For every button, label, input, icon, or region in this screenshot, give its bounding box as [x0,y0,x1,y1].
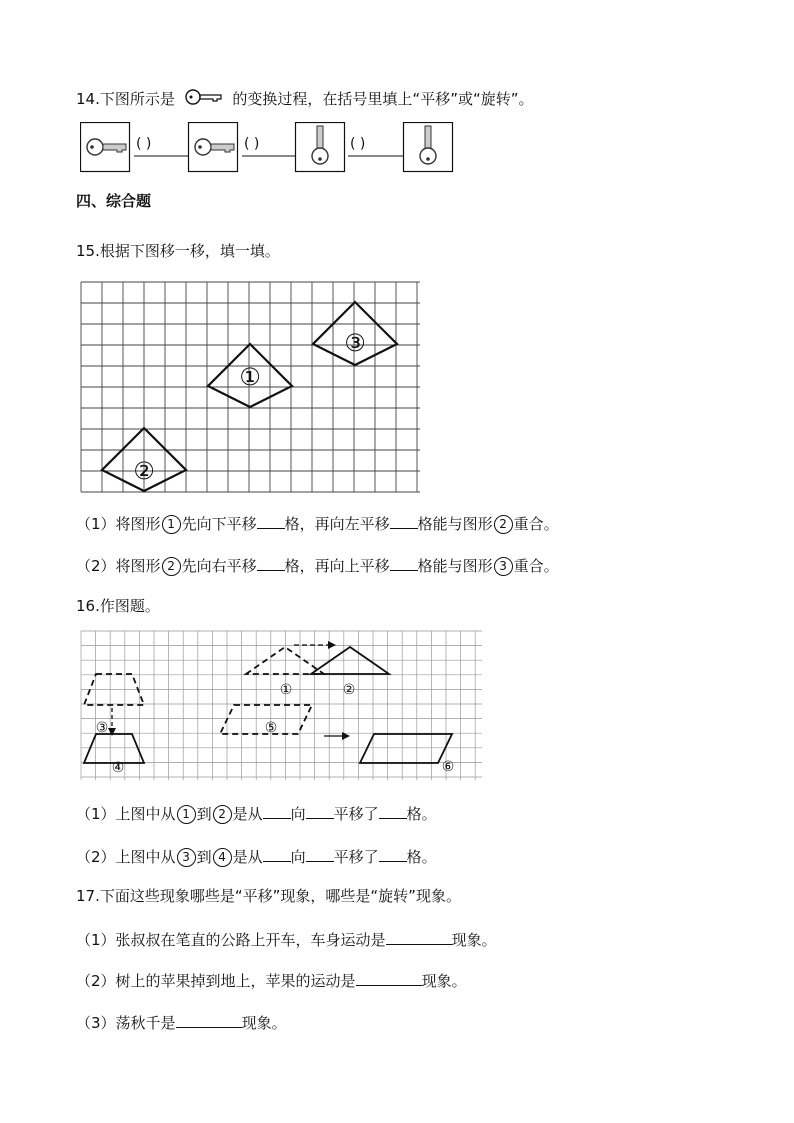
q14-paren-1: ( ) [136,136,152,152]
q15-title: 15.根据下图移一移，填一填。 [76,242,280,260]
q16-title: 16.作图题。 [76,597,160,615]
item-text: 荡秋千是 [115,1014,176,1032]
item-text: 格，再向左平移 [284,515,390,533]
circled-number: 4 [213,848,232,867]
answer-blank[interactable] [306,802,334,819]
q16-shape-4 [84,734,144,763]
q15-item-1 [76,512,559,534]
q17-item-1 [76,928,497,950]
item-text: 格。 [406,848,437,866]
section-title: 四、综合题 [76,192,152,210]
answer-blank[interactable] [390,554,418,571]
circled-number: 2 [162,557,181,576]
item-text: 将图形 [115,557,161,575]
item-text: 向 [290,848,306,866]
item-text: 将图形 [115,515,161,533]
circled-number: 2 [213,805,232,824]
circled-number: 3 [177,848,196,867]
key-icon [184,88,224,111]
answer-blank[interactable] [379,845,407,862]
key-horizontal-icon [195,139,234,155]
q14-prefix: 14.下图所示是 [76,90,175,108]
q16-item-2 [76,845,437,867]
key-vertical-icon [420,126,436,164]
q14-suffix: 的变换过程，在括号里填上“平移”或“旋转”。 [232,90,534,108]
item-text: 格能与图形 [417,515,493,533]
q15-item-2 [76,554,559,576]
answer-blank[interactable] [257,512,285,529]
q15-label-1: ① [239,363,261,391]
item-text: 张叔叔在笔直的公路上开车，车身运动是 [115,931,386,949]
q16-label-1: ① [279,682,293,698]
item-number: （1） [76,515,116,533]
q16-shape-6 [360,734,452,763]
item-text: 先向下平移 [181,515,257,533]
item-text: 重合。 [513,515,559,533]
item-text: 上图中从 [115,805,176,823]
arrow-down-icon [108,708,116,736]
q16-grid-figure [80,630,484,786]
answer-blank[interactable] [356,969,422,986]
item-text: 格能与图形 [417,557,493,575]
q14-key-sequence [80,122,460,178]
item-number: （1） [76,931,116,949]
answer-blank[interactable] [263,845,291,862]
item-text: 到 [196,805,212,823]
item-text: 现象。 [241,1014,287,1032]
item-text: 是从 [232,848,263,866]
item-number: （1） [76,805,116,823]
answer-blank[interactable] [390,512,418,529]
answer-blank[interactable] [386,928,452,945]
key-horizontal-icon [87,139,126,155]
answer-blank[interactable] [306,845,334,862]
item-text: 上图中从 [115,848,176,866]
answer-blank[interactable] [257,554,285,571]
item-text: 现象。 [451,931,497,949]
q17-item-2 [76,969,467,991]
item-text: 现象。 [421,972,467,990]
key-vertical-icon [312,126,328,164]
item-text: 平移了 [333,848,379,866]
item-text: 格，再向上平移 [284,557,390,575]
item-text: 平移了 [333,805,379,823]
q16-label-3: ③ [95,720,109,736]
answer-blank[interactable] [379,802,407,819]
item-text: 树上的苹果掉到地上，苹果的运动是 [115,972,356,990]
q14-paren-2: ( ) [244,136,260,152]
q14-paren-3: ( ) [350,136,366,152]
circled-number: 2 [494,515,513,534]
item-text: 到 [196,848,212,866]
item-text: 向 [290,805,306,823]
answer-blank[interactable] [263,802,291,819]
q14-text [76,88,534,111]
item-number: （2） [76,848,116,866]
q15-label-2: ② [133,457,155,485]
q16-label-4: ④ [111,760,125,776]
item-text: 先向右平移 [181,557,257,575]
item-number: （3） [76,1014,116,1032]
item-number: （2） [76,972,116,990]
item-text: 重合。 [513,557,559,575]
q16-label-6: ⑥ [441,759,455,775]
circled-number: 1 [162,515,181,534]
item-text: 格。 [406,805,437,823]
q16-label-2: ② [342,682,356,698]
answer-blank[interactable] [176,1011,242,1028]
q15-grid-figure [78,281,424,497]
q16-label-5: ⑤ [264,720,278,736]
circled-number: 3 [494,557,513,576]
q16-item-1 [76,802,437,824]
item-text: 是从 [232,805,263,823]
circled-number: 1 [177,805,196,824]
q15-label-3: ③ [344,329,366,357]
q17-title: 17.下面这些现象哪些是“平移”现象，哪些是“旋转”现象。 [76,887,461,905]
item-number: （2） [76,557,116,575]
q17-item-3 [76,1011,287,1033]
